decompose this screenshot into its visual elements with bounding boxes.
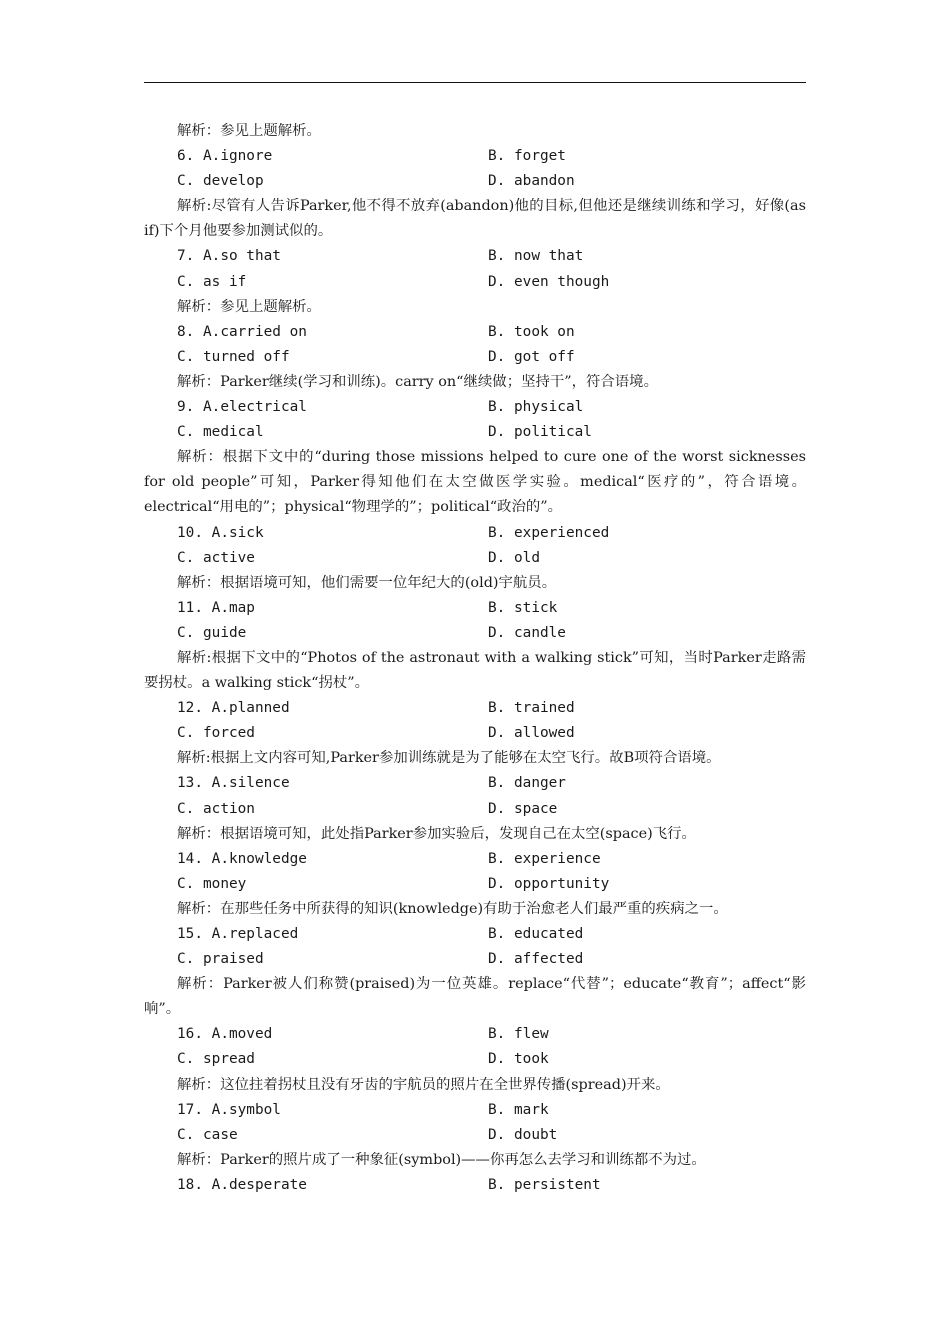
answer-options-row <box>144 621 806 646</box>
answer-options-row <box>144 721 806 746</box>
option-right: B. persistent <box>488 1176 601 1193</box>
option-left: 7. A.so that <box>177 248 281 265</box>
option-right: D. opportunity <box>488 875 610 892</box>
option-right: D. abandon <box>488 173 575 190</box>
option-left: C. guide <box>177 624 247 641</box>
explanation-paragraph: 解析：Parker继续(学习和训练)。carry on“继续做；坚持干”，符合语境。 <box>177 373 658 390</box>
option-left: 8. A.carried on <box>177 323 307 340</box>
option-right: D. even though <box>488 273 610 290</box>
option-left: C. active <box>177 549 255 566</box>
answer-options-row <box>144 546 806 571</box>
option-left: C. money <box>177 875 247 892</box>
option-right: B. educated <box>488 926 584 942</box>
option-right: D. got off <box>488 348 575 365</box>
explanation-paragraph: 解析：根据语境可知，他们需要一位年纪大的(old)宇航员。 <box>177 574 557 591</box>
answer-options-row <box>144 144 806 169</box>
option-left: 16. A.moved <box>177 1026 273 1043</box>
option-left: C. case <box>177 1126 238 1143</box>
option-right: B. physical <box>488 399 584 416</box>
explanation-paragraph: 解析:尽管有人告诉Parker,他不得不放弃(abandon)他的目标,但他还是继续训练和学习，好像(as if)下个月他要参加测试似的。 <box>144 198 806 240</box>
option-left: 15. A.replaced <box>177 926 299 942</box>
option-left: C. turned off <box>177 348 290 365</box>
option-left: 18. A.desperate <box>177 1176 307 1193</box>
explanation-paragraph: 解析:根据下文中的“Photos of the astronaut with a walking stick”可知，当时Parker走路需要拐杖。a walking stick“拐杖”。 <box>144 649 806 692</box>
header-rule <box>144 82 806 83</box>
option-left: 13. A.silence <box>177 775 290 792</box>
answer-options-row <box>144 771 806 796</box>
option-right: D. doubt <box>488 1126 558 1143</box>
explanation-paragraph: 解析：参见上题解析。 <box>177 123 321 139</box>
answer-options-row <box>144 922 806 947</box>
option-right: B. experience <box>488 850 601 867</box>
answer-options-row <box>144 847 806 872</box>
document-body <box>144 119 806 1198</box>
option-left: C. spread <box>177 1051 255 1068</box>
option-left: 9. A.electrical <box>177 399 307 416</box>
option-left: 10. A.sick <box>177 524 264 541</box>
option-left: 17. A.symbol <box>177 1101 281 1118</box>
answer-options-row <box>144 320 806 345</box>
explanation-paragraph: 解析:根据上文内容可知,Parker参加训练就是为了能够在太空飞行。故B项符合语境。 <box>177 750 721 767</box>
answer-options-row <box>144 1173 806 1198</box>
option-left: C. develop <box>177 173 264 190</box>
answer-options-row <box>144 1123 806 1148</box>
option-left: C. medical <box>177 424 264 441</box>
option-right: D. allowed <box>488 725 575 742</box>
option-right: D. old <box>488 549 540 566</box>
explanation-paragraph: 解析：根据语境可知，此处指Parker参加实验后，发现自己在太空(space)飞行。 <box>177 825 696 842</box>
answer-options-row <box>144 420 806 445</box>
explanation-paragraph: 解析：根据下文中的“during those missions helped to cure one of the worst sicknesses for old people”可知，Parker得知他们在太空做医学实验。medical“医疗的”，符合语境。electrical“用电的”；physical“物理学的”；political“政治的”。 <box>144 449 806 516</box>
answer-options-row <box>144 1098 806 1123</box>
answer-options-row <box>144 1022 806 1047</box>
option-left: 11. A.map <box>177 599 255 616</box>
answer-options-row <box>144 947 806 972</box>
answer-options-row <box>144 797 806 822</box>
option-right: B. stick <box>488 599 558 616</box>
explanation-paragraph: 解析：Parker的照片成了一种象征(symbol)——你再怎么去学习和训练都不为过。 <box>177 1151 706 1168</box>
option-left: C. action <box>177 800 255 817</box>
answer-options-row <box>144 521 806 546</box>
explanation-paragraph: 解析：在那些任务中所获得的知识(knowledge)有助于治愈老人们最严重的疾病之一。 <box>177 900 728 917</box>
option-right: D. political <box>488 424 592 441</box>
option-left: C. as if <box>177 273 247 290</box>
option-right: B. trained <box>488 700 575 717</box>
explanation-paragraph: 解析：Parker被人们称赞(praised)为一位英雄。replace“代替”；educate“教育”；affect“影响”。 <box>144 976 806 1018</box>
option-right: D. space <box>488 800 558 817</box>
option-right: B. flew <box>488 1026 549 1043</box>
answer-options-row <box>144 395 806 420</box>
answer-options-row <box>144 345 806 370</box>
option-right: B. forget <box>488 148 566 165</box>
explanation-paragraph: 解析：参见上题解析。 <box>177 298 321 315</box>
answer-options-row <box>144 872 806 897</box>
answer-options-row <box>144 169 806 194</box>
answer-options-row <box>144 596 806 621</box>
option-right: B. mark <box>488 1101 549 1118</box>
answer-options-row <box>144 1047 806 1072</box>
answer-options-row <box>144 696 806 721</box>
option-right: D. candle <box>488 624 566 641</box>
option-right: D. affected <box>488 951 584 968</box>
option-right: B. experienced <box>488 524 610 541</box>
option-left: C. praised <box>177 951 264 968</box>
explanation-paragraph: 解析：这位拄着拐杖且没有牙齿的宇航员的照片在全世界传播(spread)开来。 <box>177 1076 670 1093</box>
option-right: D. took <box>488 1051 549 1068</box>
option-left: C. forced <box>177 725 255 742</box>
option-right: B. took on <box>488 323 575 340</box>
option-left: 6. A.ignore <box>177 148 273 165</box>
option-left: 14. A.knowledge <box>177 850 307 867</box>
answer-options-row <box>144 270 806 295</box>
option-right: B. danger <box>488 775 566 792</box>
option-right: B. now that <box>488 248 584 265</box>
answer-options-row <box>144 244 806 269</box>
option-left: 12. A.planned <box>177 700 290 717</box>
